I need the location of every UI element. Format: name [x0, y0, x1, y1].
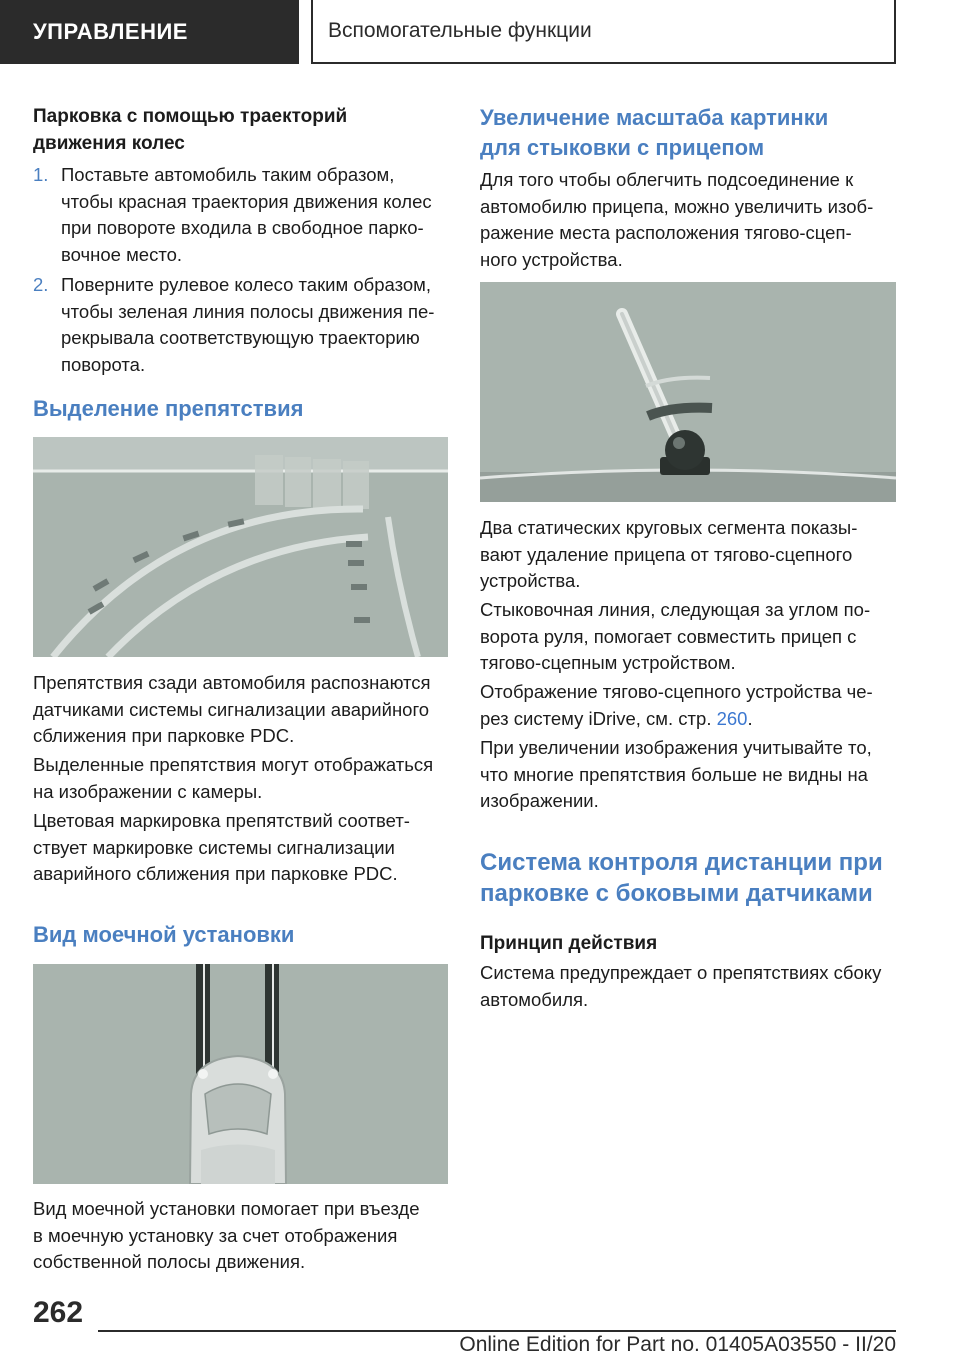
hitch-figure [480, 282, 896, 502]
header-chapter-title: Вспомогательные функции [311, 0, 896, 64]
zoom-heading-line-1: Увеличение масштаба картинки [480, 105, 829, 130]
side-sensors-heading-line-2: парковке с боковыми датчиками [480, 880, 873, 907]
text-line: автомобилю прицепа, можно увеличить изоб- [480, 195, 874, 217]
hitch-illustration [480, 282, 896, 502]
text-line: Два статических круговых сегмента показы- [480, 517, 858, 538]
header-section-title: УПРАВЛЕНИЕ [0, 0, 299, 64]
text-line: изображении. [480, 790, 599, 811]
zoom-paragraph-2 [480, 515, 896, 595]
obstacle-heading: Выделение препятствия [33, 396, 304, 421]
zoom-paragraph-1 [480, 167, 896, 273]
step-line: чтобы зеленая линия полосы движения пе- [61, 300, 435, 322]
text-line: Препятствия сзади автомобиля распознаются [33, 672, 431, 693]
text-line: Система предупреждает о препятствиях сбоку [480, 962, 882, 983]
text-line: устройства. [480, 570, 581, 591]
obstacle-figure [33, 437, 448, 657]
text-line: Цветовая маркировка препятствий соответ- [33, 810, 410, 831]
text-line: датчиками системы сигнализации аварийного [33, 698, 430, 720]
step-line: чтобы красная траектория движения колес [61, 190, 432, 212]
text-line: что многие препятствия больше не видны на [480, 763, 868, 785]
zoom-heading-line-2: для стыковки с прицепом [480, 135, 765, 160]
page-number: 262 [33, 1296, 84, 1329]
trajectory-heading-line-1: Парковка с помощью траекторий [33, 106, 348, 127]
zoom-paragraph-5 [480, 735, 896, 815]
text-line: в моечную установку за счет отображения [33, 1224, 398, 1246]
text-line: аварийного сближения при парковке PDC. [33, 863, 398, 884]
text-line: вают удаление прицепа от тягово-сцепного [480, 543, 853, 565]
step-item-2 [33, 272, 476, 378]
trajectory-heading-line-2: движения колес [33, 133, 185, 154]
text-line: ствует маркировке системы сигнализации [33, 836, 395, 858]
text-line: сближения при парковке PDC. [33, 725, 295, 746]
zoom-paragraph-3 [480, 597, 896, 677]
step-line: рекрывала соответствующую траекторию [61, 327, 420, 348]
text-fragment: рез систему iDrive, см. стр. [480, 707, 717, 729]
obstacle-paragraph-2 [33, 752, 448, 805]
text-line: Для того чтобы облегчить подсоединение к [480, 169, 854, 190]
text-line: Выделенные препятствия могут отображаться [33, 754, 434, 775]
text-line: Отображение тягово-сцепного устройства че- [480, 681, 873, 702]
step-line: Поверните рулевое колесо таким образом, [61, 274, 432, 295]
text-line: на изображении с камеры. [33, 780, 263, 802]
footer-edition: Online Edition for Part no. 01405A03550 - II/20 [459, 1333, 896, 1356]
text-line: тягово-сцепным устройством. [480, 652, 736, 673]
text-line: Стыковочная линия, следующая за углом по- [480, 599, 871, 620]
step-line: вочное место. [61, 243, 183, 265]
carwash-figure [33, 964, 448, 1184]
zoom-paragraph-4 [480, 679, 896, 732]
text-line: При увеличении изображения учитывайте то, [480, 737, 872, 758]
text-line [480, 706, 896, 733]
carwash-heading: Вид моечной установки [33, 922, 295, 947]
obstacle-paragraph-3 [33, 808, 448, 888]
step-number: 2. [33, 274, 49, 295]
step-item-1 [33, 162, 476, 268]
text-line: ражение места расположения тягово-сцеп- [480, 222, 852, 243]
principle-heading: Принцип действия [480, 933, 658, 954]
side-sensors-heading-line-1: Система контроля дистанции при [480, 849, 883, 876]
step-line: Поставьте автомобиль таким образом, [61, 164, 395, 185]
page-reference-link[interactable]: 260 [716, 707, 748, 729]
step-line: при повороте входила в свободное парко- [61, 217, 424, 238]
carwash-illustration [33, 964, 448, 1184]
text-line: ворота руля, помогает совместить прицеп с [480, 625, 857, 647]
text-line: Вид моечной установки помогает при въезде [33, 1198, 420, 1219]
carwash-paragraph [33, 1196, 448, 1276]
step-line: поворота. [61, 353, 146, 375]
text-line: собственной полосы движения. [33, 1251, 306, 1272]
principle-paragraph [480, 960, 896, 1013]
text-fragment: . [747, 707, 753, 729]
obstacle-illustration [33, 437, 448, 657]
footer-divider [98, 1330, 896, 1332]
step-number: 1. [33, 164, 49, 185]
text-line: автомобиля. [480, 988, 589, 1010]
obstacle-paragraph-1 [33, 670, 448, 750]
text-line: ного устройства. [480, 248, 623, 270]
